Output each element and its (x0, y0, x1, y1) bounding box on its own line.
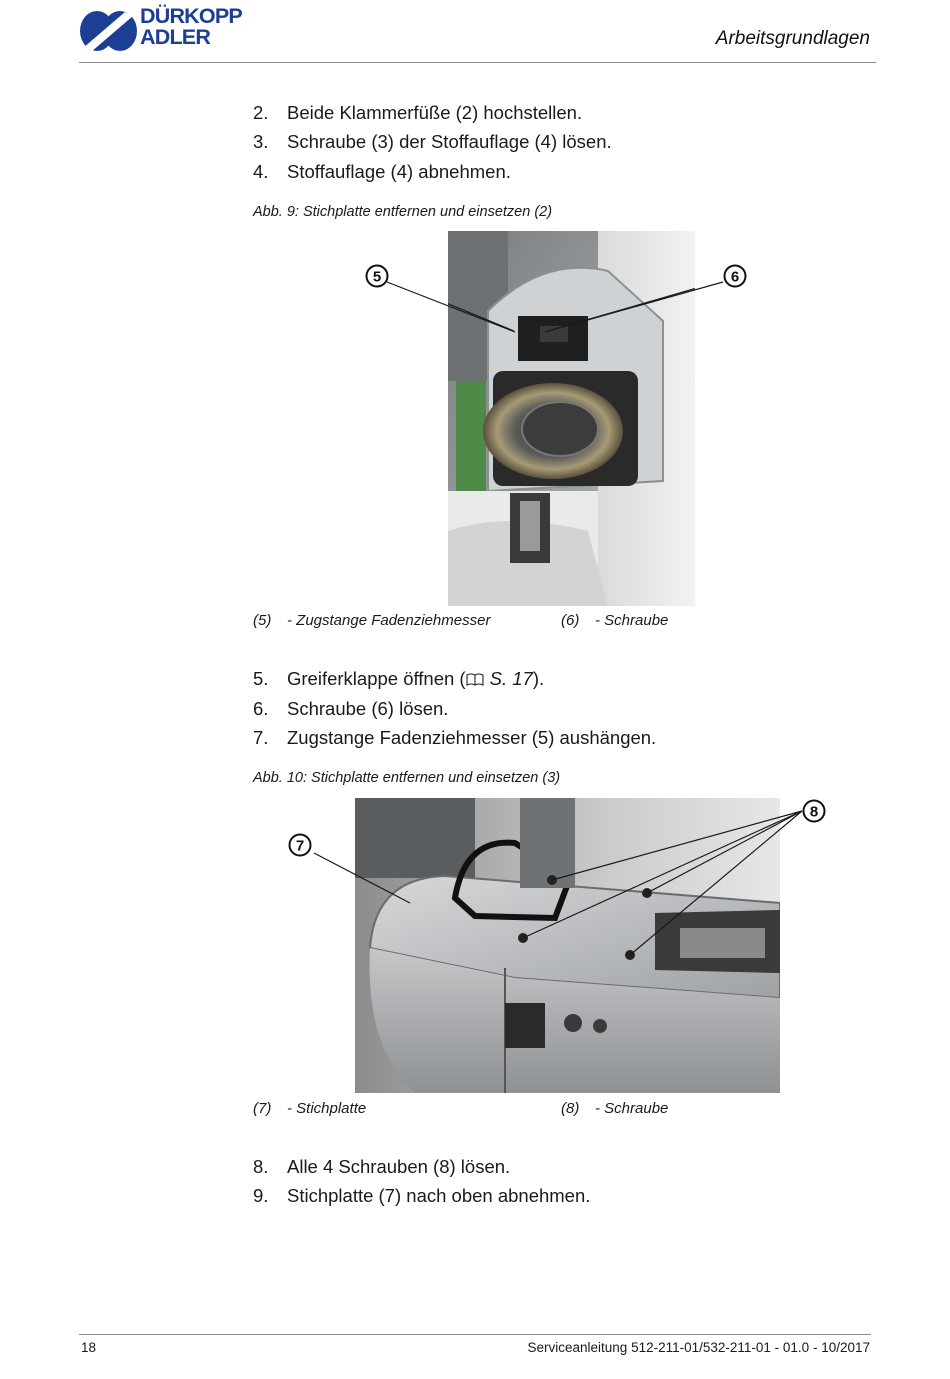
page-number: 18 (81, 1340, 97, 1355)
legend-text: - Schraube (595, 1100, 669, 1117)
page-reference-link[interactable]: S. 17 (489, 668, 533, 689)
document-reference: Serviceanleitung 512-211-01/532-211-01 - 01.0 - 10/2017 (527, 1340, 870, 1355)
brand-line-2: ADLER (140, 25, 211, 49)
footer-divider (79, 1334, 871, 1335)
step-number: 2. (253, 102, 269, 123)
callout-8-label: 8 (809, 803, 819, 821)
figure-9-leader-lines (385, 280, 725, 340)
step-7 (253, 727, 656, 749)
step-number: 9. (253, 1185, 269, 1206)
step-number: 7. (253, 727, 269, 748)
step-text: Stichplatte (7) nach oben abnehmen. (287, 1185, 591, 1206)
legend-number: (7) (253, 1100, 272, 1117)
step-text: Schraube (3) der Stoffauflage (4) lösen. (287, 131, 612, 152)
step-text: Alle 4 Schrauben (8) lösen. (287, 1156, 511, 1177)
legend-text: - Zugstange Fadenziehmesser (287, 612, 491, 629)
figure-9-caption: Abb. 9: Stichplatte entfernen und einsetzen (2) (253, 204, 553, 220)
step-9 (253, 1185, 590, 1207)
step-4 (253, 161, 511, 183)
brand-line-1: DÜRKOPP (140, 4, 242, 28)
legend-number: (5) (253, 612, 272, 629)
book-icon (466, 673, 484, 686)
step-text: Greiferklappe öffnen ( (287, 668, 466, 689)
step-6 (253, 698, 448, 720)
duerkopp-adler-logo (79, 8, 139, 54)
step-number: 8. (253, 1156, 269, 1177)
figure-10-legend-item-7 (253, 1100, 366, 1117)
brand-name (140, 6, 242, 48)
step-text: Beide Klammerfüße (2) hochstellen. (287, 102, 583, 123)
callout-6-label: 6 (730, 268, 740, 286)
callout-7-label: 7 (295, 837, 305, 855)
legend-number: (6) (561, 612, 580, 629)
step-2 (253, 102, 582, 124)
legend-text: - Schraube (595, 612, 669, 629)
figure-10-leader-lines (300, 805, 810, 965)
step-text: Schraube (6) lösen. (287, 698, 449, 719)
step-number: 5. (253, 668, 269, 689)
callout-6-marker (723, 264, 747, 288)
step-5 (253, 668, 544, 690)
step-text: Stoffauflage (4) abnehmen. (287, 161, 511, 182)
step-text: Zugstange Fadenziehmesser (5) aushängen. (287, 727, 657, 748)
header-divider (79, 62, 876, 63)
legend-number: (8) (561, 1100, 580, 1117)
step-text-end: ). (532, 668, 545, 689)
figure-10-legend-item-8 (561, 1100, 668, 1117)
legend-text: - Stichplatte (287, 1100, 367, 1117)
callout-5-label: 5 (372, 268, 382, 286)
figure-9-legend-item-6 (561, 612, 668, 629)
figure-9-legend-item-5 (253, 612, 490, 629)
step-8 (253, 1156, 510, 1178)
figure-10-caption: Abb. 10: Stichplatte entfernen und einsetzen (3) (253, 770, 561, 786)
step-3 (253, 131, 612, 153)
section-title: Arbeitsgrundlagen (715, 28, 870, 49)
step-number: 3. (253, 131, 269, 152)
step-number: 6. (253, 698, 269, 719)
step-number: 4. (253, 161, 269, 182)
